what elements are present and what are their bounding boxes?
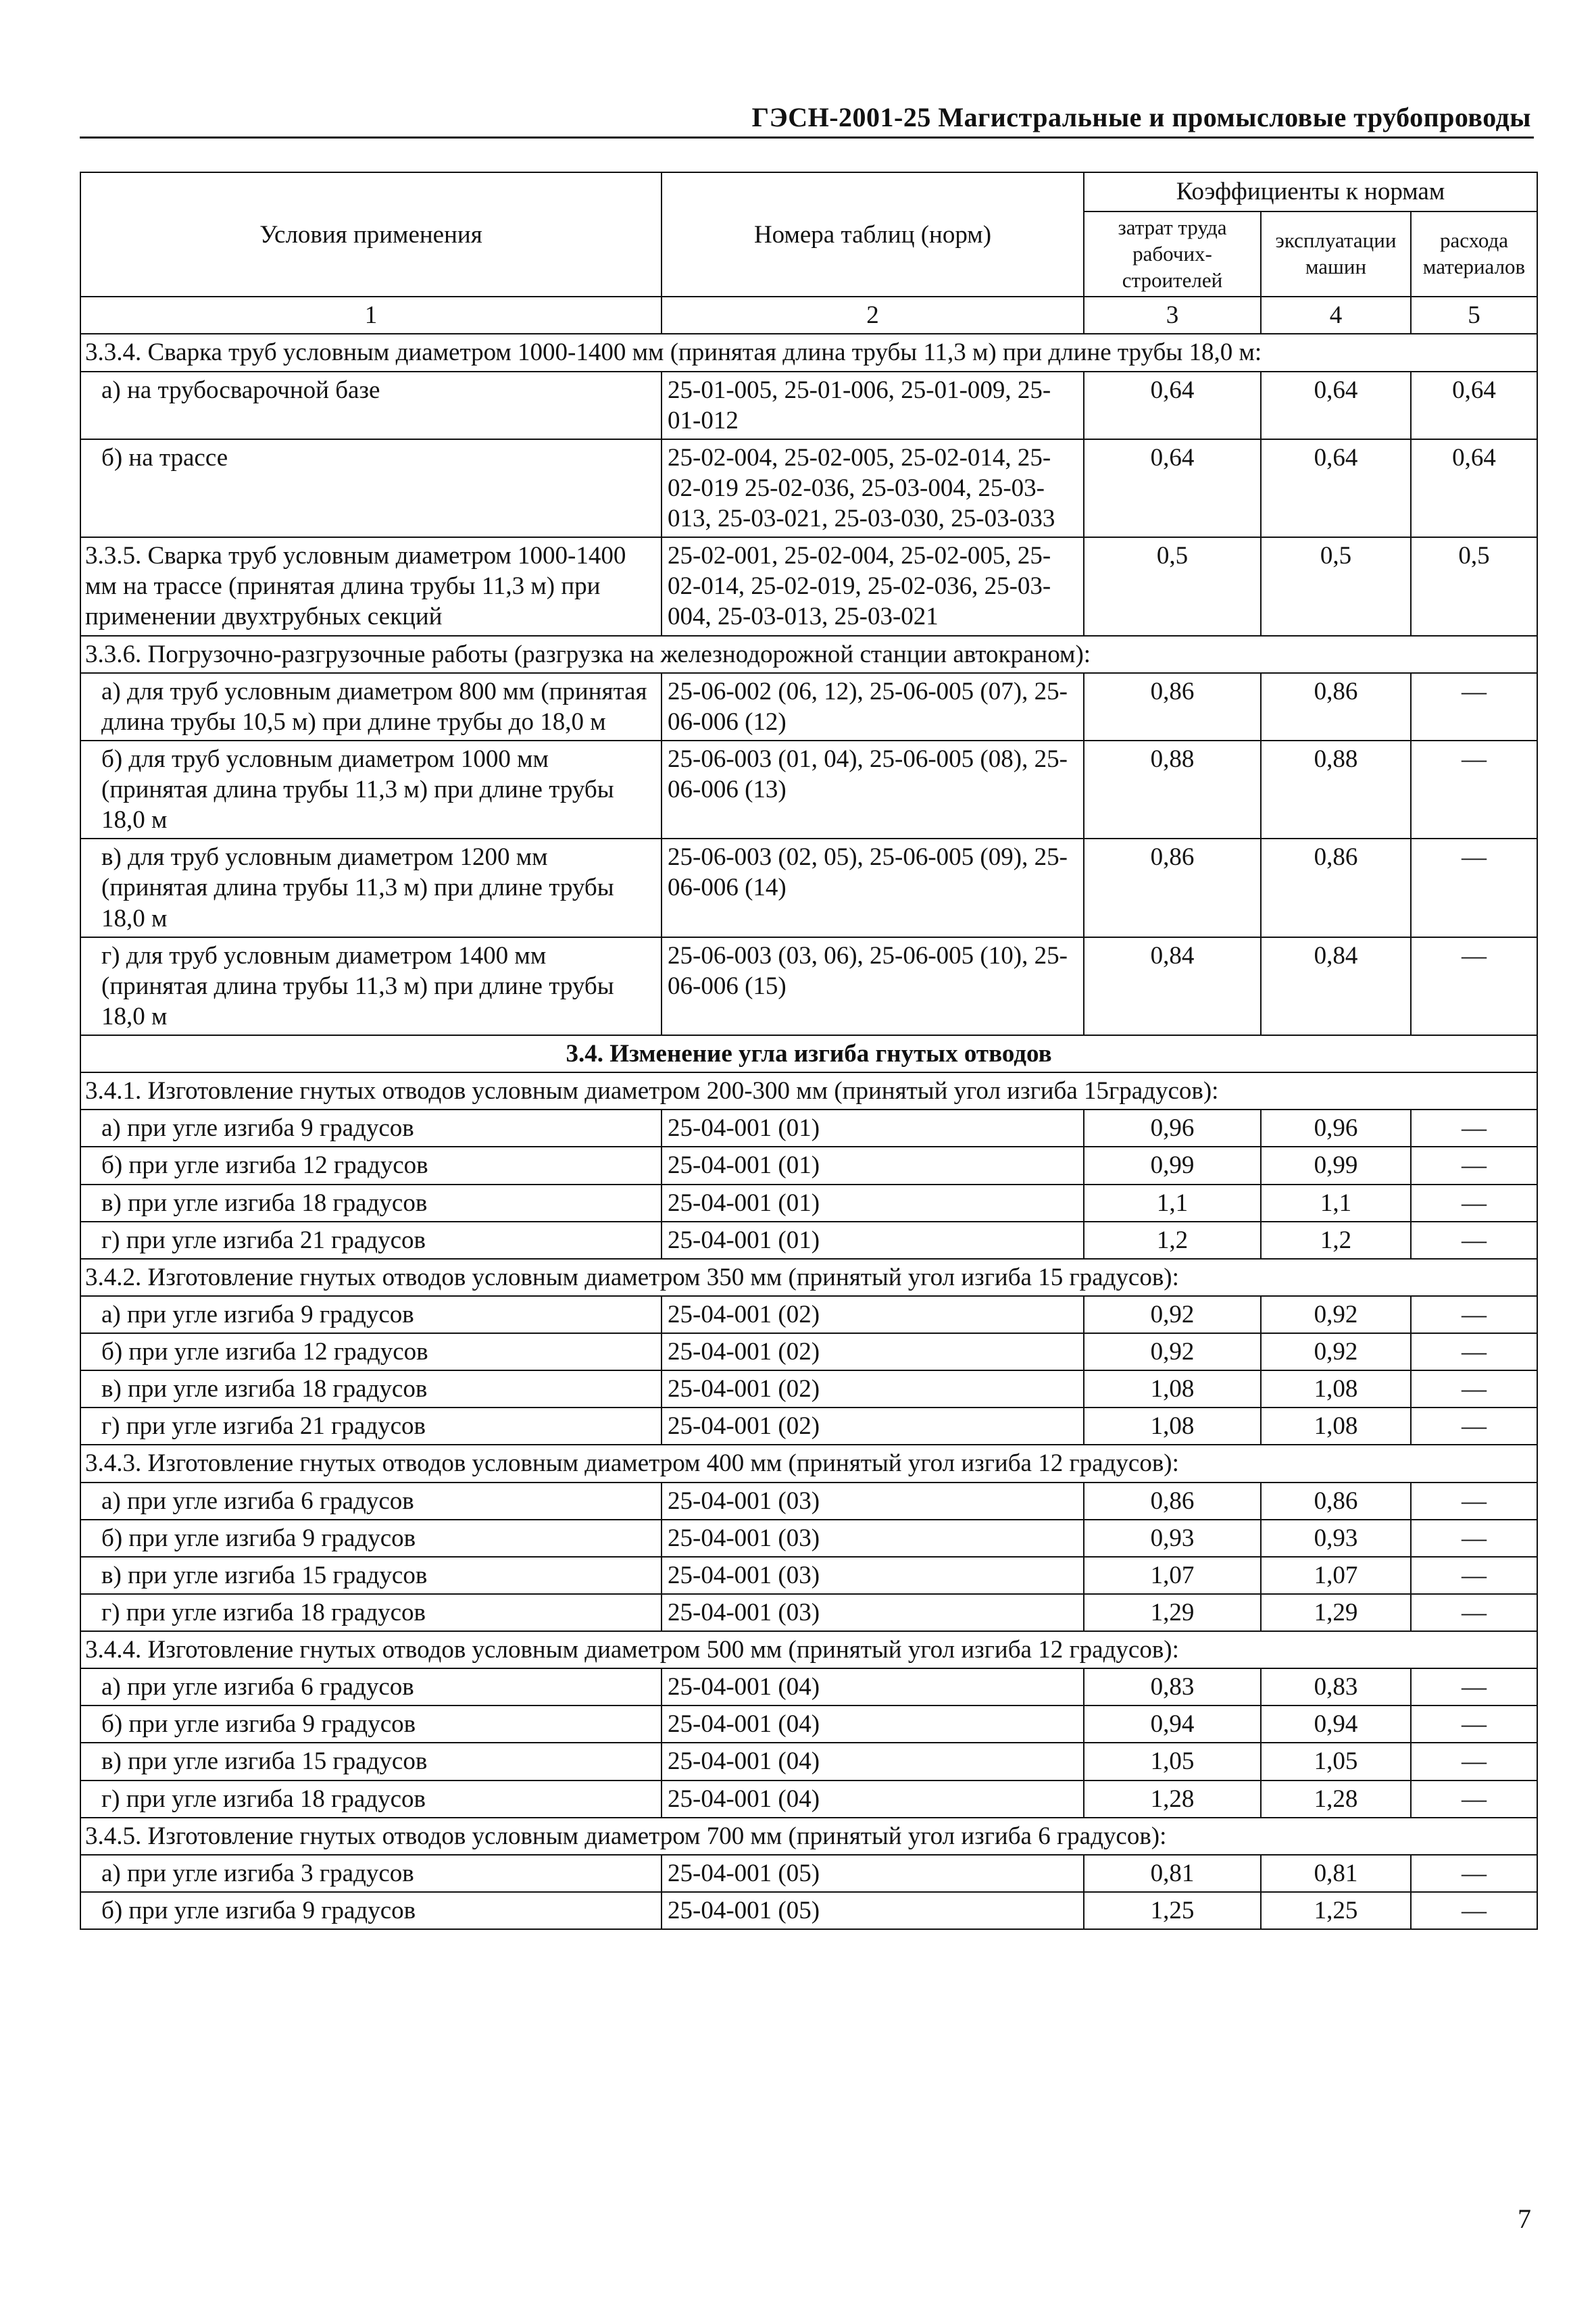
section-title: 3.4.5. Изготовление гнутых отводов условным диаметром 700 мм (принятый угол изгиба 6 градусов): <box>80 1818 1537 1855</box>
material-coefficient-cell: — <box>1411 1892 1537 1929</box>
section-title: 3.4.4. Изготовление гнутых отводов условным диаметром 500 мм (принятый угол изгиба 12 градусов): <box>80 1631 1537 1668</box>
condition-cell: б) при угле изгиба 9 градусов <box>80 1706 662 1743</box>
column-number: 5 <box>1411 297 1537 334</box>
material-coefficient-cell: — <box>1411 1222 1537 1259</box>
condition-cell: в) при угле изгиба 15 градусов <box>80 1557 662 1594</box>
table-row <box>80 1594 1537 1631</box>
material-coefficient-cell: — <box>1411 839 1537 937</box>
table-numbers-cell: 25-02-004, 25-02-005, 25-02-014, 25-02-019 25-02-036, 25-03-004, 25-03-013, 25-03-021, 25-03-030, 25-03-033 <box>662 439 1084 537</box>
machine-coefficient-cell: 0,5 <box>1261 537 1411 635</box>
table-row <box>80 839 1537 937</box>
condition-cell: в) при угле изгиба 18 градусов <box>80 1185 662 1222</box>
table-row <box>80 372 1537 439</box>
material-coefficient-cell: — <box>1411 1743 1537 1780</box>
table-numbers-cell: 25-06-003 (03, 06), 25-06-005 (10), 25-06-006 (15) <box>662 937 1084 1035</box>
machine-coefficient-cell: 0,64 <box>1261 372 1411 439</box>
machine-coefficient-cell: 0,93 <box>1261 1520 1411 1557</box>
labor-coefficient-cell: 1,2 <box>1084 1222 1261 1259</box>
condition-cell: в) для труб условным диаметром 1200 мм (принятая длина трубы 11,3 м) при длине трубы 18,0 м <box>80 839 662 937</box>
labor-coefficient-cell: 0,94 <box>1084 1706 1261 1743</box>
labor-coefficient-cell: 0,99 <box>1084 1147 1261 1184</box>
table-row <box>80 741 1537 839</box>
table-numbers-cell: 25-04-001 (05) <box>662 1892 1084 1929</box>
table-numbers-cell: 25-04-001 (01) <box>662 1147 1084 1184</box>
condition-cell: б) для труб условным диаметром 1000 мм (принятая длина трубы 11,3 м) при длине трубы 18,0 м <box>80 741 662 839</box>
material-coefficient-cell: — <box>1411 1557 1537 1594</box>
table-row <box>80 1408 1537 1445</box>
condition-cell: а) при угле изгиба 6 градусов <box>80 1483 662 1520</box>
table-numbers-cell: 25-04-001 (02) <box>662 1370 1084 1408</box>
column-numbers-row <box>80 297 1537 334</box>
labor-coefficient-cell: 0,83 <box>1084 1668 1261 1706</box>
page-number: 7 <box>1518 2204 1531 2234</box>
machine-coefficient-cell: 0,99 <box>1261 1147 1411 1184</box>
machine-coefficient-cell: 1,29 <box>1261 1594 1411 1631</box>
head-machines: эксплуатации машин <box>1261 211 1411 297</box>
material-coefficient-cell: — <box>1411 937 1537 1035</box>
table-numbers-cell: 25-04-001 (05) <box>662 1855 1084 1892</box>
labor-coefficient-cell: 0,93 <box>1084 1520 1261 1557</box>
table-row <box>80 1706 1537 1743</box>
table-row <box>80 673 1537 741</box>
table-numbers-cell: 25-04-001 (03) <box>662 1557 1084 1594</box>
condition-cell: г) при угле изгиба 18 градусов <box>80 1594 662 1631</box>
condition-cell: а) при угле изгиба 6 градусов <box>80 1668 662 1706</box>
material-coefficient-cell: — <box>1411 1668 1537 1706</box>
material-coefficient-cell: — <box>1411 1781 1537 1818</box>
machine-coefficient-cell: 1,2 <box>1261 1222 1411 1259</box>
machine-coefficient-cell: 0,88 <box>1261 741 1411 839</box>
head-coefficients: Коэффициенты к нормам <box>1084 172 1537 211</box>
labor-coefficient-cell: 0,92 <box>1084 1296 1261 1333</box>
table-numbers-cell: 25-04-001 (01) <box>662 1222 1084 1259</box>
condition-cell: б) при угле изгиба 9 градусов <box>80 1892 662 1929</box>
material-coefficient-cell: — <box>1411 1333 1537 1370</box>
table-numbers-cell: 25-02-001, 25-02-004, 25-02-005, 25-02-014, 25-02-019, 25-02-036, 25-03-004, 25-03-013, 25-03-021 <box>662 537 1084 635</box>
material-coefficient-cell: — <box>1411 1483 1537 1520</box>
labor-coefficient-cell: 1,25 <box>1084 1892 1261 1929</box>
machine-coefficient-cell: 1,25 <box>1261 1892 1411 1929</box>
machine-coefficient-cell: 0,86 <box>1261 1483 1411 1520</box>
labor-coefficient-cell: 1,28 <box>1084 1781 1261 1818</box>
head-conditions: Условия применения <box>80 172 662 297</box>
material-coefficient-cell: 0,5 <box>1411 537 1537 635</box>
labor-coefficient-cell: 1,1 <box>1084 1185 1261 1222</box>
condition-cell: г) для труб условным диаметром 1400 мм (принятая длина трубы 11,3 м) при длине трубы 18,0 м <box>80 937 662 1035</box>
material-coefficient-cell: — <box>1411 1147 1537 1184</box>
machine-coefficient-cell: 1,28 <box>1261 1781 1411 1818</box>
machine-coefficient-cell: 0,94 <box>1261 1706 1411 1743</box>
table-row <box>80 1855 1537 1892</box>
head-table-numbers: Номера таблиц (норм) <box>662 172 1084 297</box>
material-coefficient-cell: — <box>1411 1855 1537 1892</box>
material-coefficient-cell: — <box>1411 1110 1537 1147</box>
section-3-4-3 <box>80 1445 1537 1482</box>
machine-coefficient-cell: 0,64 <box>1261 439 1411 537</box>
section-title: 3.4.1. Изготовление гнутых отводов условным диаметром 200-300 мм (принятый угол изгиба 15градусов): <box>80 1072 1537 1110</box>
material-coefficient-cell: — <box>1411 1408 1537 1445</box>
condition-cell: 3.3.5. Сварка труб условным диаметром 1000-1400 мм на трассе (принятая длина трубы 11,3 м) при применении двухтрубных секций <box>80 537 662 635</box>
machine-coefficient-cell: 0,92 <box>1261 1333 1411 1370</box>
machine-coefficient-cell: 0,81 <box>1261 1855 1411 1892</box>
material-coefficient-cell: 0,64 <box>1411 439 1537 537</box>
table-numbers-cell: 25-01-005, 25-01-006, 25-01-009, 25-01-012 <box>662 372 1084 439</box>
material-coefficient-cell: 0,64 <box>1411 372 1537 439</box>
table-numbers-cell: 25-04-001 (01) <box>662 1110 1084 1147</box>
condition-cell: а) при угле изгиба 3 градусов <box>80 1855 662 1892</box>
table-row <box>80 1520 1537 1557</box>
section-3-3-4 <box>80 334 1537 371</box>
table-numbers-cell: 25-04-001 (04) <box>662 1668 1084 1706</box>
table-numbers-cell: 25-04-001 (03) <box>662 1483 1084 1520</box>
material-coefficient-cell: — <box>1411 1296 1537 1333</box>
condition-cell: в) при угле изгиба 15 градусов <box>80 1743 662 1780</box>
table-row <box>80 1781 1537 1818</box>
machine-coefficient-cell: 0,86 <box>1261 673 1411 741</box>
labor-coefficient-cell: 1,05 <box>1084 1743 1261 1780</box>
labor-coefficient-cell: 0,64 <box>1084 372 1261 439</box>
table-row <box>80 439 1537 537</box>
table-numbers-cell: 25-04-001 (04) <box>662 1781 1084 1818</box>
table-numbers-cell: 25-04-001 (02) <box>662 1333 1084 1370</box>
machine-coefficient-cell: 1,08 <box>1261 1408 1411 1445</box>
condition-cell: г) при угле изгиба 18 градусов <box>80 1781 662 1818</box>
section-title: 3.4.2. Изготовление гнутых отводов условным диаметром 350 мм (принятый угол изгиба 15 градусов): <box>80 1259 1537 1296</box>
material-coefficient-cell: — <box>1411 1594 1537 1631</box>
section-3-4-5 <box>80 1818 1537 1855</box>
section-3-3-6 <box>80 636 1537 673</box>
table-numbers-cell: 25-04-001 (02) <box>662 1296 1084 1333</box>
table-row <box>80 1557 1537 1594</box>
labor-coefficient-cell: 0,64 <box>1084 439 1261 537</box>
table-row <box>80 537 1537 635</box>
labor-coefficient-cell: 0,81 <box>1084 1855 1261 1892</box>
table-row <box>80 1668 1537 1706</box>
table-row <box>80 1296 1537 1333</box>
labor-coefficient-cell: 0,86 <box>1084 839 1261 937</box>
column-number: 2 <box>662 297 1084 334</box>
machine-coefficient-cell: 1,05 <box>1261 1743 1411 1780</box>
condition-cell: в) при угле изгиба 18 градусов <box>80 1370 662 1408</box>
page-header-title: ГЭСН-2001-25 Магистральные и промысловые трубопроводы <box>751 102 1531 132</box>
table-row <box>80 1892 1537 1929</box>
labor-coefficient-cell: 1,29 <box>1084 1594 1261 1631</box>
labor-coefficient-cell: 1,08 <box>1084 1370 1261 1408</box>
section-title: 3.3.4. Сварка труб условным диаметром 1000-1400 мм (принятая длина трубы 11,3 м) при длине трубы 18,0 м: <box>80 334 1537 371</box>
condition-cell: б) при угле изгиба 12 градусов <box>80 1333 662 1370</box>
labor-coefficient-cell: 0,88 <box>1084 741 1261 839</box>
machine-coefficient-cell: 1,08 <box>1261 1370 1411 1408</box>
material-coefficient-cell: — <box>1411 1370 1537 1408</box>
table-row <box>80 1743 1537 1780</box>
labor-coefficient-cell: 0,86 <box>1084 673 1261 741</box>
table-row <box>80 1110 1537 1147</box>
table-row <box>80 1483 1537 1520</box>
material-coefficient-cell: — <box>1411 1185 1537 1222</box>
table-row <box>80 937 1537 1035</box>
head-labor: затрат труда рабочих-строителей <box>1084 211 1261 297</box>
column-number: 3 <box>1084 297 1261 334</box>
section-3-4-2 <box>80 1259 1537 1296</box>
header-rule <box>80 136 1534 139</box>
labor-coefficient-cell: 0,5 <box>1084 537 1261 635</box>
section-3-4-1 <box>80 1072 1537 1110</box>
material-coefficient-cell: — <box>1411 673 1537 741</box>
section-3-4-4 <box>80 1631 1537 1668</box>
machine-coefficient-cell: 0,96 <box>1261 1110 1411 1147</box>
material-coefficient-cell: — <box>1411 1520 1537 1557</box>
machine-coefficient-cell: 1,07 <box>1261 1557 1411 1594</box>
machine-coefficient-cell: 0,84 <box>1261 937 1411 1035</box>
table-numbers-cell: 25-04-001 (02) <box>662 1408 1084 1445</box>
table-row <box>80 1222 1537 1259</box>
condition-cell: б) на трассе <box>80 439 662 537</box>
table-numbers-cell: 25-04-001 (04) <box>662 1743 1084 1780</box>
table-head-row <box>80 172 1537 211</box>
condition-cell: а) для труб условным диаметром 800 мм (принятая длина трубы 10,5 м) при длине трубы до 18,0 м <box>80 673 662 741</box>
material-coefficient-cell: — <box>1411 1706 1537 1743</box>
table-row <box>80 1370 1537 1408</box>
table-numbers-cell: 25-04-001 (03) <box>662 1594 1084 1631</box>
table-body <box>80 172 1537 1929</box>
table-row <box>80 1185 1537 1222</box>
table-numbers-cell: 25-06-003 (01, 04), 25-06-005 (08), 25-06-006 (13) <box>662 741 1084 839</box>
labor-coefficient-cell: 0,84 <box>1084 937 1261 1035</box>
section-title: 3.3.6. Погрузочно-разгрузочные работы (разгрузка на железнодорожной станции автокраном): <box>80 636 1537 673</box>
column-number: 4 <box>1261 297 1411 334</box>
head-materials: расхода материалов <box>1411 211 1537 297</box>
condition-cell: г) при угле изгиба 21 градусов <box>80 1408 662 1445</box>
labor-coefficient-cell: 0,96 <box>1084 1110 1261 1147</box>
table-numbers-cell: 25-04-001 (04) <box>662 1706 1084 1743</box>
table-numbers-cell: 25-06-002 (06, 12), 25-06-005 (07), 25-06-006 (12) <box>662 673 1084 741</box>
condition-cell: а) при угле изгиба 9 градусов <box>80 1110 662 1147</box>
coefficients-table <box>80 172 1538 1930</box>
section-title: 3.4.3. Изготовление гнутых отводов условным диаметром 400 мм (принятый угол изгиба 12 градусов): <box>80 1445 1537 1482</box>
condition-cell: г) при угле изгиба 21 градусов <box>80 1222 662 1259</box>
condition-cell: а) при угле изгиба 9 градусов <box>80 1296 662 1333</box>
machine-coefficient-cell: 0,83 <box>1261 1668 1411 1706</box>
labor-coefficient-cell: 0,92 <box>1084 1333 1261 1370</box>
machine-coefficient-cell: 0,92 <box>1261 1296 1411 1333</box>
material-coefficient-cell: — <box>1411 741 1537 839</box>
machine-coefficient-cell: 1,1 <box>1261 1185 1411 1222</box>
table-numbers-cell: 25-04-001 (01) <box>662 1185 1084 1222</box>
table-row <box>80 1147 1537 1184</box>
condition-cell: б) при угле изгиба 9 градусов <box>80 1520 662 1557</box>
section-title: 3.4. Изменение угла изгиба гнутых отводов <box>80 1035 1537 1072</box>
condition-cell: а) на трубосварочной базе <box>80 372 662 439</box>
labor-coefficient-cell: 1,07 <box>1084 1557 1261 1594</box>
machine-coefficient-cell: 0,86 <box>1261 839 1411 937</box>
table-row <box>80 1333 1537 1370</box>
table-numbers-cell: 25-06-003 (02, 05), 25-06-005 (09), 25-06-006 (14) <box>662 839 1084 937</box>
section-3-4-heading <box>80 1035 1537 1072</box>
condition-cell: б) при угле изгиба 12 градусов <box>80 1147 662 1184</box>
table-numbers-cell: 25-04-001 (03) <box>662 1520 1084 1557</box>
labor-coefficient-cell: 1,08 <box>1084 1408 1261 1445</box>
labor-coefficient-cell: 0,86 <box>1084 1483 1261 1520</box>
column-number: 1 <box>80 297 662 334</box>
